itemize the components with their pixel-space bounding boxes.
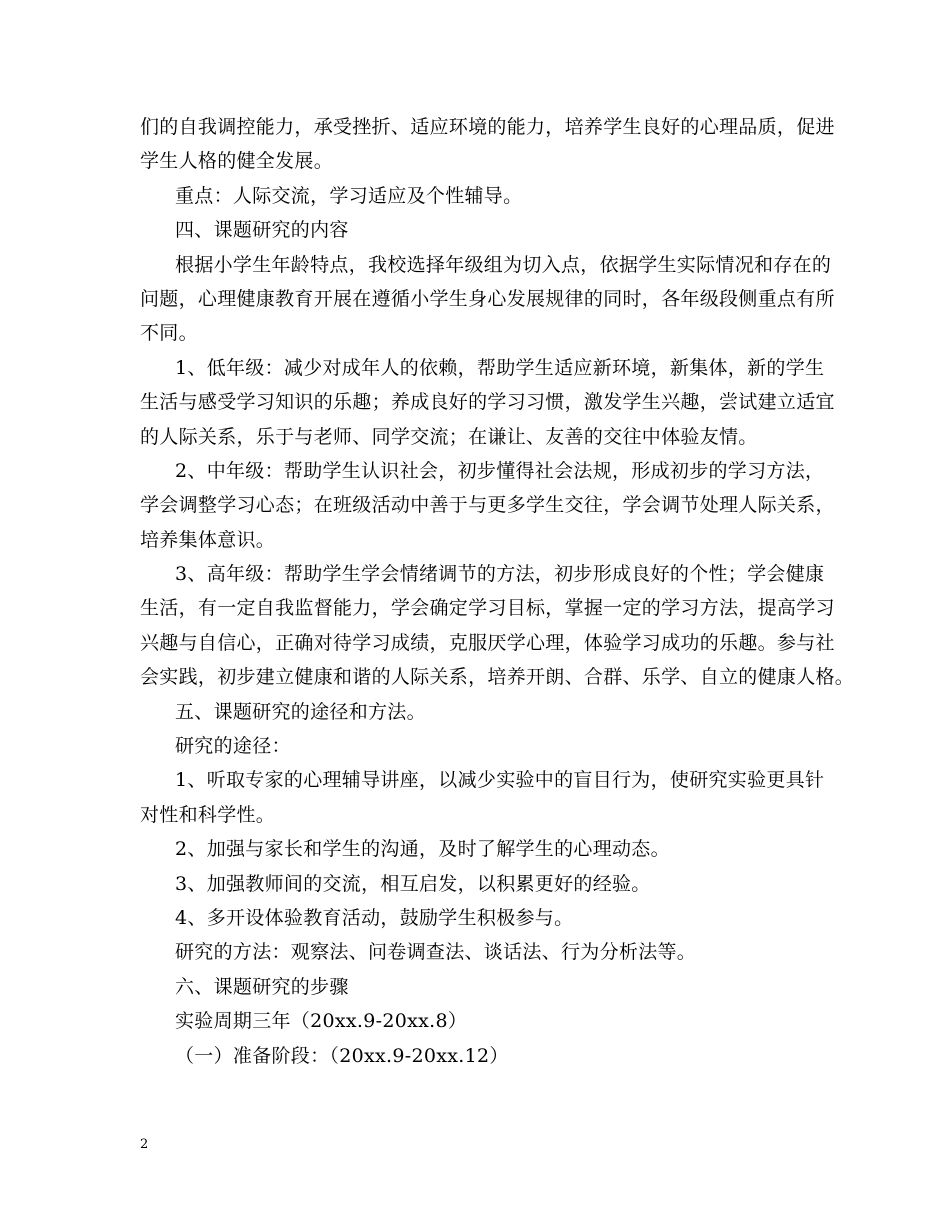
text-line: 生活与感受学习知识的乐趣；养成良好的学习习惯，激发学生兴趣，尝试建立适宜 xyxy=(140,391,835,414)
text-line: （一）准备阶段：（20xx.9-20xx.12） xyxy=(175,1044,509,1067)
text-line: 生活，有一定自我监督能力，学会确定学习目标，掌握一定的学习方法，提高学习 xyxy=(140,597,835,620)
text-line: 研究的途径： xyxy=(175,735,291,758)
text-line: 的人际关系，乐于与老师、同学交流；在谦让、友善的交往中体验友情。 xyxy=(140,425,758,448)
text-line: 2、中年级：帮助学生认识社会，初步懂得社会法规，形成初步的学习方法， xyxy=(175,459,825,482)
text-line: 会实践，初步建立健康和谐的人际关系，培养开朗、合群、乐学、自立的健康人格。 xyxy=(140,666,855,689)
text-line: 根据小学生年龄特点，我校选择年级组为切入点，依据学生实际情况和存在的 xyxy=(175,253,832,276)
text-line: 研究的方法：观察法、问卷调查法、谈话法、行为分析法等。 xyxy=(175,941,697,964)
text-line: 2、加强与家长和学生的沟通，及时了解学生的心理动态。 xyxy=(175,838,670,861)
text-line: 3、加强教师间的交流，相互启发，以积累更好的经验。 xyxy=(175,872,651,895)
text-line: 问题，心理健康教育开展在遵循小学生身心发展规律的同时，各年级段侧重点有所 xyxy=(140,287,835,310)
text-line: 学会调整学习心态；在班级活动中善于与更多学生交往，学会调节处理人际关系， xyxy=(140,494,835,517)
text-line: 重点：人际交流，学习适应及个性辅导。 xyxy=(175,184,523,207)
document-body xyxy=(140,110,855,1073)
text-line: 培养集体意识。 xyxy=(140,528,276,551)
text-line: 对性和科学性。 xyxy=(140,803,276,826)
text-line: 4、多开设体验教育活动，鼓励学生积极参与。 xyxy=(175,906,574,929)
text-line: 兴趣与自信心，正确对待学习成绩，克服厌学心理，体验学习成功的乐趣。参与社 xyxy=(140,631,835,654)
page-number: 2 xyxy=(140,1137,149,1152)
text-line: 五、课题研究的途径和方法。 xyxy=(175,700,426,723)
text-line: 四、课题研究的内容 xyxy=(175,219,349,242)
text-line: 3、高年级：帮助学生学会情绪调节的方法，初步形成良好的个性；学会健康 xyxy=(175,563,825,586)
text-line: 1、低年级：减少对成年人的依赖，帮助学生适应新环境，新集体，新的学生 xyxy=(175,356,825,379)
text-line: 六、课题研究的步骤 xyxy=(175,975,349,998)
text-line: 实验周期三年（20xx.9-20xx.8） xyxy=(175,1010,468,1033)
text-line: 1、听取专家的心理辅导讲座，以减少实验中的盲目行为，使研究实验更具针 xyxy=(175,769,825,792)
text-line: 不同。 xyxy=(140,322,198,345)
text-line: 学生人格的健全发展。 xyxy=(140,150,334,173)
text-line: 们的自我调控能力，承受挫折、适应环境的能力，培养学生良好的心理品质，促进 xyxy=(140,116,835,138)
